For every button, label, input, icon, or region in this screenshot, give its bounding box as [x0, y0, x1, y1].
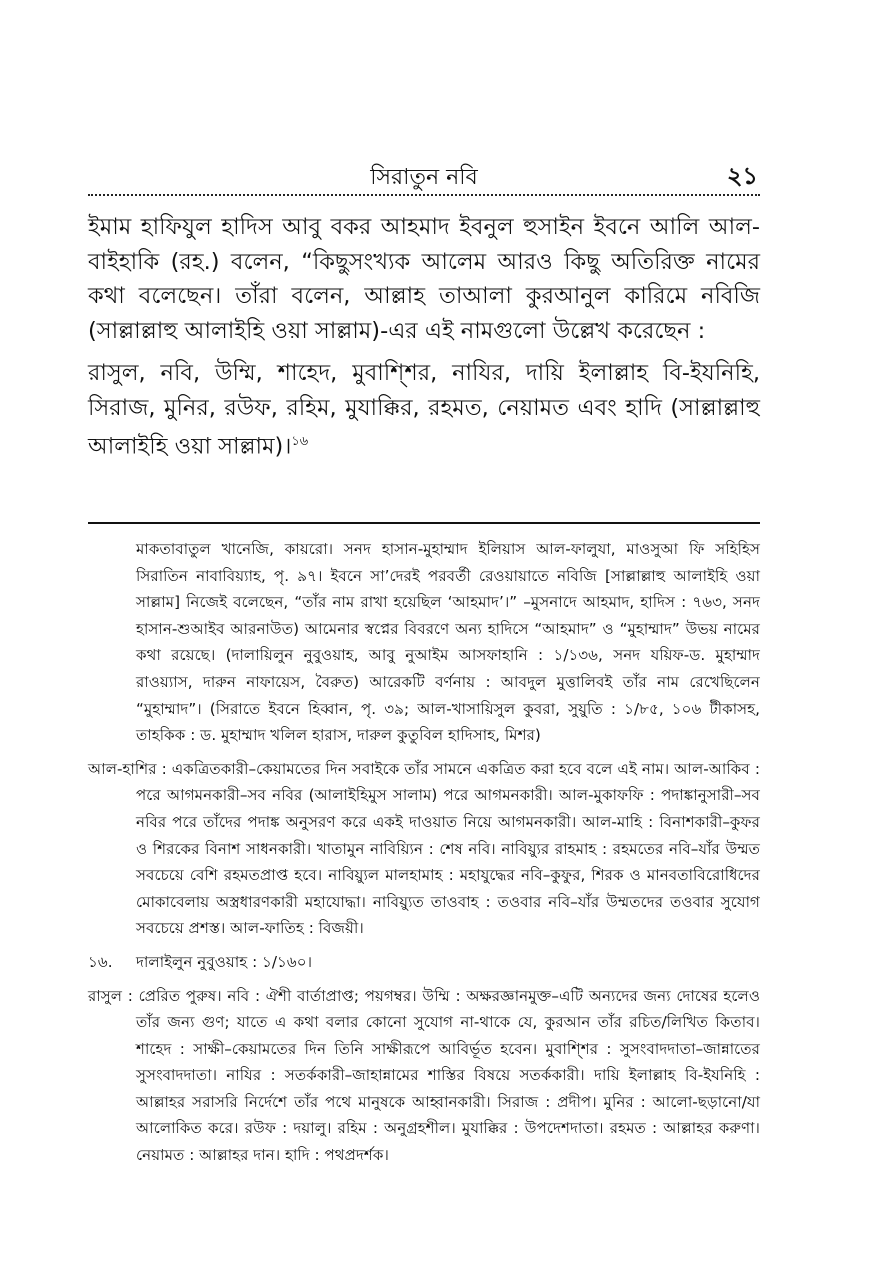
footnote-continuation: মাকতাবাতুল খানেজি, কায়রো। সনদ হাসান-মুহাম্মাদ ইলিয়াস আল-ফালুযা, মাওসুআ ফি সহিহিস সিরাতিন নাবাবিয়্যাহ, পৃ. ৯৭। ইবনে সা’দেরই পরবর্তী রেওয়ায়াতে নবিজি [সাল্লাল্লাহু আলাইহি ওয়া সাল্লাম] নিজেই বলেছেন, “তাঁর নাম রাখা হয়েছিল ‘আহমাদ’।” –মুসনাদে আহমাদ, হাদিস : ৭৬৩, সনদ হাসান-শুআইব আরনাউত) আমেনার স্বপ্নের বিবরণে অন্য হাদিসে “আহমাদ” ও “মুহাম্মাদ” উভয় নামের কথা রয়েছে। (দালায়িলুন নুবুওয়াহ, আবু নুআইম আসফাহানি : ১/১৩৬, সনদ যয়িফ-ড. মুহাম্মাদ রাওয়্যাস, দারুন নাফায়েস, বৈরুত) আরেকটি বর্ণনায় : আবদুল মুত্তালিবই তাঁর নাম রেখেছিলেন “মুহাম্মাদ”। (সিরাতে ইবনে হিব্বান, পৃ. ৩৯; আল-খাসায়িসুল কুবরা, সুয়ুতি : ১/৮৫, ১০৬ টীকাসহ, তাহকিক : ড. মুহাম্মাদ খলিল হারাস, দারুল কুতুবিল হাদিসাহ, মিশর) [136, 540, 760, 745]
footnote-separator [88, 522, 760, 524]
body-paragraph-quote-intro: ইমাম হাফিযুল হাদিস আবু বকর আহমাদ ইবনুল হুসাইন ইবনে আলি আল-বাইহাকি (রহ.) বলেন, “কিছুসংখ্যক আলেম আরও কিছু অতিরিক্ত নামের কথা বলেছেন। তাঁরা বলেন, আল্লাহ তাআলা কুরআনুল কারিমে নবিজি (সাল্লাল্লাহু আলাইহি ওয়া সাল্লাম)-এর এই নামগুলো উল্লেখ করেছেন : [88, 214, 760, 344]
page-number: ২১ [726, 162, 758, 190]
footnote-16-text: দালাইলুন নুবুওয়াহ : ১/১৬০। [136, 952, 313, 971]
footnote-number: ১৬. [88, 952, 113, 971]
footnote-reference: ১৬ [291, 434, 309, 449]
footnotes-section [88, 536, 760, 1176]
main-text [88, 210, 760, 472]
footnote-names-explanation: আল-হাশির : একত্রিতকারী–কেয়ামতের দিন সবাইকে তাঁর সামনে একত্রিত করা হবে বলে এই নাম। আল-আকিব : পরে আগমনকারী–সব নবির (আলাইহিমুস সালাম) পরে আগমনকারী। আল-মুকাফফি : পদাঙ্কানুসারী–সব নবির পরে তাঁদের পদাঙ্ক অনুসরণ করে একই দাওয়াত নিয়ে আগমনকারী। আল-মাহি : বিনাশকারী–কুফর ও শিরকের বিনাশ সাধনকারী। খাতামুন নাবিয়্যিন : শেষ নবি। নাবিয়্যুর রাহমাহ : রহমতের নবি–যাঁর উম্মত সবচেয়ে বেশি রহমতপ্রাপ্ত হবে। নাবিয়্যুল মালহামাহ : মহাযুদ্ধের নবি–কুফুর, শিরক ও মানবতাবিরোধিদের মোকাবেলায় অস্ত্রধারণকারী মহাযোদ্ধা। নাবিয়্যুত তাওবাহ : তওবার নবি–যাঁর উম্মতদের তওবার সুযোগ সবচেয়ে প্রশস্ত। আল-ফাতিহ : বিজয়ী। [88, 759, 760, 938]
names-list-text: রাসুল, নবি, উম্মি, শাহেদ, মুবাশ্শির, নাযির, দায়ি ইলাল্লাহ বি-ইযনিহি, সিরাজ, মুনির, রউফ, রহিম, মুযাক্কির, রহমত, নেয়ামত এবং হাদি (সাল্লাল্লাহু আলাইহি ওয়া সাল্লাম)। [88, 360, 760, 460]
running-header [88, 158, 760, 190]
header-dotted-rule [88, 194, 760, 196]
footnote-16 [88, 949, 760, 976]
running-title: সিরাতুন নবি [370, 165, 478, 190]
footnote-glossary: রাসুল : প্রেরিত পুরুষ। নবি : ঐশী বার্তাপ্রাপ্ত; পয়গম্বর। উম্মি : অক্ষরজ্ঞানমুক্ত–এটি অন্যদের জন্য দোষের হলেও তাঁর জন্য গুণ; যাতে এ কথা বলার কোনো সুযোগ না-থাকে যে, কুরআন তাঁর রচিত/লিখিত কিতাব। শাহেদ : সাক্ষী–কেয়ামতের দিন তিনি সাক্ষীরূপে আবির্ভূত হবেন। মুবাশ্শির : সুসংবাদদাতা–জান্নাতের সুসংবাদদাতা। নাযির : সতর্ককারী–জাহান্নামের শাস্তির বিষয়ে সতর্ককারী। দায়ি ইলাল্লাহ বি-ইযনিহি : আল্লাহর সরাসরি নির্দেশে তাঁর পথে মানুষকে আহ্বানকারী। সিরাজ : প্রদীপ। মুনির : আলো-ছড়ানো/যা আলোকিত করে। রউফ : দয়ালু। রহিম : অনুগ্রহশীল। মুযাক্কির : উপদেশদাতা। রহমত : আল্লাহর করুণা। নেয়ামত : আল্লাহর দান। হাদি : পথপ্রদর্শক। [88, 986, 760, 1165]
body-paragraph-names-list [88, 356, 760, 464]
